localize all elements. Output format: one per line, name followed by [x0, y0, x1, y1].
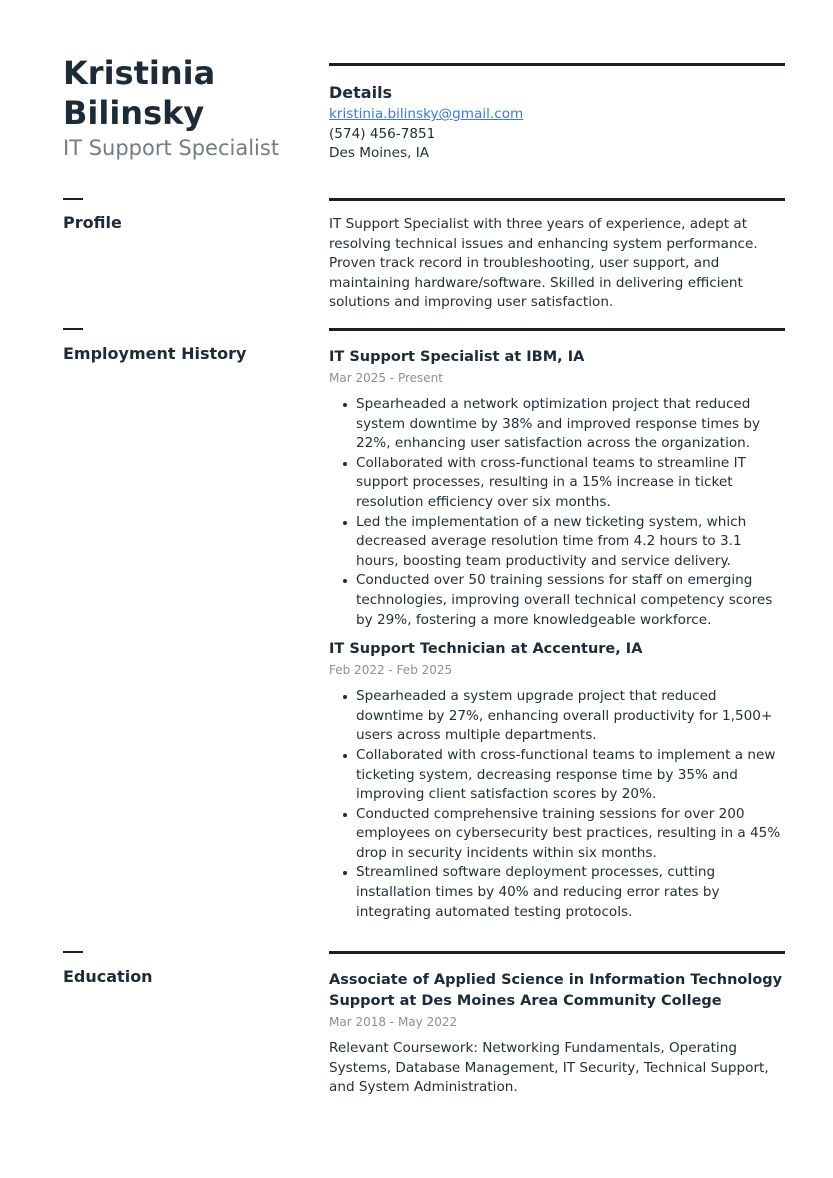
employment-label-block [63, 328, 293, 365]
job-title: IT Support Specialist at IBM, IA [329, 349, 585, 365]
education-heading: Education [63, 967, 153, 986]
achievement-item: Collaborated with cross-functional teams to streamline IT support processes, resulting in a 15% increase in ticket resolution efficiency over six months. [356, 454, 785, 513]
section-divider [329, 198, 785, 201]
email-text[interactable]: kristinia.bilinsky@gmail.com [329, 106, 524, 122]
achievement-item: Spearheaded a system upgrade project that reduced downtime by 27%, enhancing overall productivity for 1,500+ users across multiple departments. [356, 687, 785, 746]
job-entry [329, 639, 785, 922]
employment-heading: Employment History [63, 344, 247, 363]
education-label-block [63, 951, 293, 988]
job-achievements [329, 687, 785, 922]
job-title: IT Support Technician at Accenture, IA [329, 641, 643, 658]
achievement-item: Spearheaded a network optimization project that reduced system downtime by 38% and improved response times by 22%, enhancing user satisfaction across the organization. [356, 395, 785, 454]
profile-heading: Profile [63, 213, 122, 232]
section-divider [329, 951, 785, 954]
email-link[interactable] [329, 105, 785, 125]
achievement-item: Collaborated with cross-functional teams to implement a new ticketing system, decreasing response time by 35% and improving client satisfaction scores by 20%. [356, 746, 785, 805]
profile-label-block [63, 198, 293, 234]
section-dash [63, 198, 83, 200]
job-dates: Mar 2025 - Present [329, 371, 443, 385]
achievement-item: Conducted comprehensive training sessions for over 200 employees on cybersecurity best practices, resulting in a 45% drop in security incidents within six months. [356, 805, 785, 864]
section-divider [329, 63, 785, 66]
section-dash [63, 328, 83, 330]
details-section [329, 63, 785, 164]
profile-summary: IT Support Specialist with three years of experience, adept at resolving technical issues and enhancing system performance. Proven track record in troubleshooting, user support, and maintaining hardware/software. Skilled in delivering efficient solutions and improving user satisfaction. [329, 216, 758, 311]
achievement-item: Led the implementation of a new ticketing system, which decreased average resolution time from 4.2 hours to 3.1 hours, boosting team productivity and service delivery. [356, 513, 785, 572]
candidate-name-line1: Kristinia [63, 54, 216, 92]
section-divider [329, 328, 785, 331]
location: Des Moines, IA [329, 145, 430, 162]
education-section [329, 951, 785, 1098]
achievement-item: Streamlined software deployment processes, cutting installation times by 40% and reducing error rates by integrating automated testing protocols. [356, 863, 785, 922]
candidate-job-title: IT Support Specialist [63, 136, 280, 160]
resume-header [63, 53, 293, 163]
job-dates: Feb 2022 - Feb 2025 [329, 663, 453, 678]
phone-number: (574) 456-7851 [329, 125, 436, 142]
details-heading: Details [329, 83, 393, 102]
coursework: Relevant Coursework: Networking Fundamentals, Operating Systems, Database Management, IT Security, Technical Support, and System Administration. [329, 1040, 769, 1096]
profile-section [329, 198, 785, 313]
job-entry [329, 347, 785, 630]
candidate-name-line2: Bilinsky [63, 94, 205, 132]
section-dash [63, 951, 83, 953]
employment-section [329, 328, 785, 922]
education-dates: Mar 2018 - May 2022 [329, 1015, 458, 1029]
achievement-item: Conducted over 50 training sessions for staff on emerging technologies, improving overall technical competency scores by 29%, fostering a more knowledgeable workforce. [356, 571, 785, 630]
job-achievements [329, 395, 785, 630]
degree-title: Associate of Applied Science in Information Technology Support at Des Moines Area Community College [329, 972, 783, 1009]
